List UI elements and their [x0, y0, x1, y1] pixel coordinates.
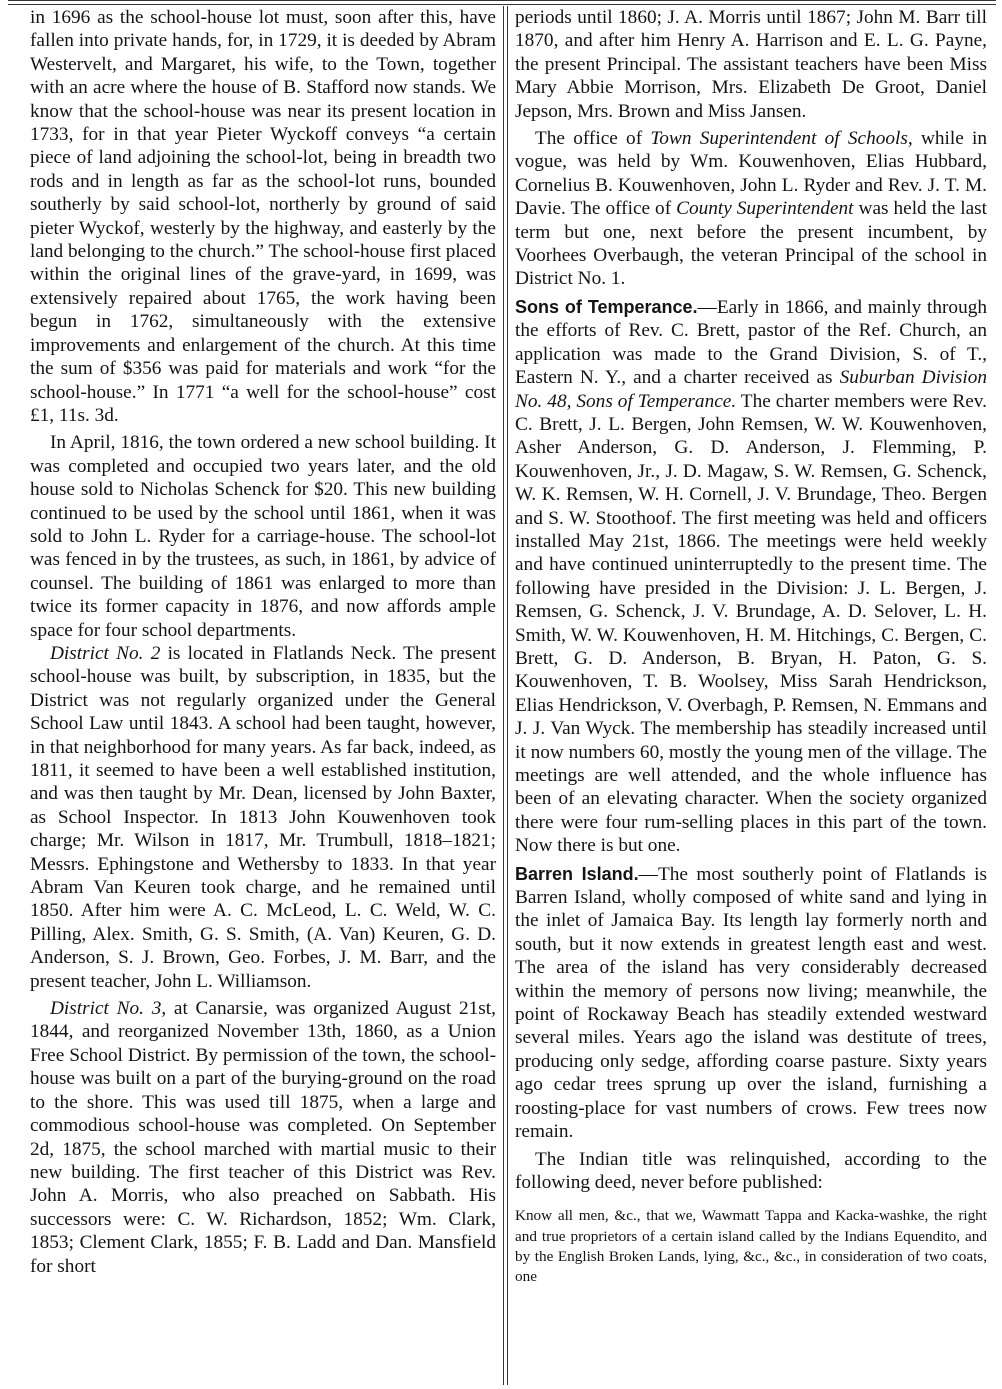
paragraph-district-2 [30, 642, 496, 993]
paragraph-barren-island [515, 863, 987, 1144]
superintendents-title-1: Town Superintendent of Schools, [650, 128, 913, 150]
left-column-text [30, 6, 496, 1278]
section-heading-sons-of-temperance: Sons of Temperance. [515, 296, 698, 317]
paragraph-principals: periods until 1860; J. A. Morris until 1867; John M. Barr till 1870, and after him Henry A. Harrison and E. L. G. Payne, the present Principal. The assistant teachers have been Miss Mary Abbie Morrison, Mrs. Elizabeth De Groot, Daniel Jepson, Mrs. Brown and Miss Jansen. [515, 7, 987, 122]
paragraph-sons-of-temperance [515, 296, 987, 858]
paragraph-superintendents [515, 127, 987, 291]
column-divider [503, 6, 508, 1385]
sons-text-b: The charter members were Rev. C. Brett, J. L. Bergen, John Remsen, W. W. Kouwenhoven, Asher Anderson, G. D. Anderson, J. Flemming, P. Kouwenhoven, Jr., J. D. Magaw, S. W. Remsen, G. Schenck, W. K. Remsen, W. H. Cornell, J. V. Brundage, Theo. Bergen and S. W. Stoothoof. The first meeting was held and officers installed May 21st, 1866. The meetings were held weekly and have continued uninterruptedly to the present time. The following have presided in the Division: J. L. Bergen, J. Remsen, G. Schenck, J. V. Brundage, A. D. Selover, L. H. Smith, W. W. Kouwenhoven, H. M. Hitchings, C. Bergen, C. Brett, G. D. Anderson, B. Bryan, H. Paton, G. S. Kouwenhoven, T. B. Woolsey, Miss Sarah Hendrickson, Elias Hendrickson, V. Overbagh, P. Remsen, N. Emmans and J. J. Van Wyck. The membership has steadily increased until it now numbers 60, mostly the young men of the village. The meetings are well attended, and the whole influence has been of an elevating character. When the society organized there were four rum-selling places in this part of the town. Now there is but one. [515, 390, 987, 857]
sons-division-name: Suburban Division No. 48, Sons of Temperance. [515, 367, 987, 412]
sons-text-a: —Early in 1866, and mainly through the efforts of Rev. C. Brett, pastor of the Ref. Church, an application was made to the Grand Division, S. of T., Eastern N. Y., and a charter received as [515, 296, 987, 389]
paragraph-new-school-building: In April, 1816, the town ordered a new school building. It was completed and occupied two years later, and the old house sold to Nicholas Schenck for $20. This new building continued to be used by the school until 1861, when it was sold to John L. Ryder for a carriage-house. The school-lot was fenced in by the trustees, as such, in 1861, by advice of counsel. The building of 1861 was enlarged to more than twice its former capacity in 1876, and now affords ample space for four school departments. [30, 432, 496, 641]
paragraph-district-3 [30, 997, 496, 1278]
right-column [515, 6, 987, 1287]
deed-quotation: Know all men, &c., that we, Wawmatt Tappa and Kacka-washke, the right and true proprietors of a certain island called by the Indians Equendito, and by the English Broken Lands, lying, &c., &c., in consideration of two coats, one [515, 1207, 987, 1285]
superintendents-text-b: while in vogue, was held by Wm. Kouwenhoven, Elias Hubbard, Cornelius B. Kouwenhoven, John L. Ryder and Rev. J. T. M. Davie. The office of [515, 128, 988, 220]
district-3-title: District No. 3 [50, 998, 162, 1020]
district-3-body: , at Canarsie, was organized August 21st, 1844, and reorganized November 13th, 1860, as a Union Free School District. By permission of the town, the school-house was built on a part of the burying-ground on the road to the shore. This was used till 1875, when a large and commodious school-house was completed. On September 2d, 1875, the school marched with martial music to their new building. The first teacher of this District was Rev. John A. Morris, who also preached on Sabbath. His successors were: C. W. Richardson, 1852; Wm. Clark, 1853; Clement Clark, 1855; F. B. Ladd and Dan. Mansfield for short [30, 998, 496, 1277]
barren-island-body: —The most southerly point of Flatlands is Barren Island, wholly composed of white sand and lying in the inlet of Jamaica Bay. Its length lay formerly north and south, but it now extends in greatest length east and west. The area of the island has very considerably decreased within the memory of persons now living; meanwhile, the point of Rockaway Beach has steadily extended westward several miles. Years ago the island was destitute of trees, producing only sedge, affording coarse pasture. Sixty years ago cedar trees sprung up over the island, furnishing a roosting-place for vast numbers of crows. Few trees now remain. [515, 863, 987, 1143]
section-heading-barren-island: Barren Island. [515, 863, 639, 884]
paragraph-indian-title: The Indian title was relinquished, according to the following deed, never before published: [515, 1148, 987, 1193]
district-2-body: is located in Flatlands Neck. The present school-house was built, by subscription, in 1835, but the District was not regularly organized under the General School Law until 1843. A school had been taught, however, in that neighborhood for many years. As far back, indeed, as 1811, it seemed to have been a well established institution, and was then taught by Mr. Dean, licensed by John Baxter, as School Inspector. In 1813 John Kouwenhoven took charge; Mr. Wilson in 1817, Mr. Trumbull, 1818–1821; Messrs. Ephingstone and Wethersby to 1833. In that year Abram Van Keuren took charge, and he remained until 1850. After him were A. C. McLeod, L. C. Weld, W. C. Pilling, Alex. Smith, G. S. Smith, (A. Van) Keuren, G. D. Anderson, S. J. Brown, Geo. Forbes, J. M. Barr, and the present teacher, John L. Williamson. [30, 642, 496, 992]
district-2-title: District No. 2 [50, 642, 161, 664]
left-column [30, 6, 496, 1278]
superintendents-text-c: was held the last term but one, next before the present incumbent, by Voorhees Overbaugh, the veteran Principal of the school in District No. 1. [515, 198, 987, 290]
right-column-text [515, 6, 987, 1287]
paragraph-school-lot-history: in 1696 as the school-house lot must, soon after this, have fallen into private hands, for, in 1729, it is deeded by Abram Westervelt, and Margaret, his wife, to the Town, together with an acre where the house of B. Stafford now stands. We know that the school-house was near its present location in 1733, for in that year Pieter Wyckoff conveys “a certain piece of land adjoining the school-lot, being in breadth two rods and in length as far as the school-lot runs, bounded southerly by said school-lot, northerly by ground of said pieter Wyckof, westerly by the highway, and easterly by the land belonging to the church.” The school-house first placed within the original lines of the grave-yard, in 1699, was extensively repaired about 1765, the work having been begun in 1762, simultaneously with the extensive improvements and enlargement of the church. At this time the sum of $356 was paid for materials and work “for the school-house.” In 1771 “a well for the school-house” cost £1, 11s. 3d. [30, 7, 497, 426]
superintendents-text-a: The office of [535, 128, 651, 150]
superintendents-title-2: County Superintendent [676, 198, 854, 220]
top-rule [8, 0, 996, 5]
